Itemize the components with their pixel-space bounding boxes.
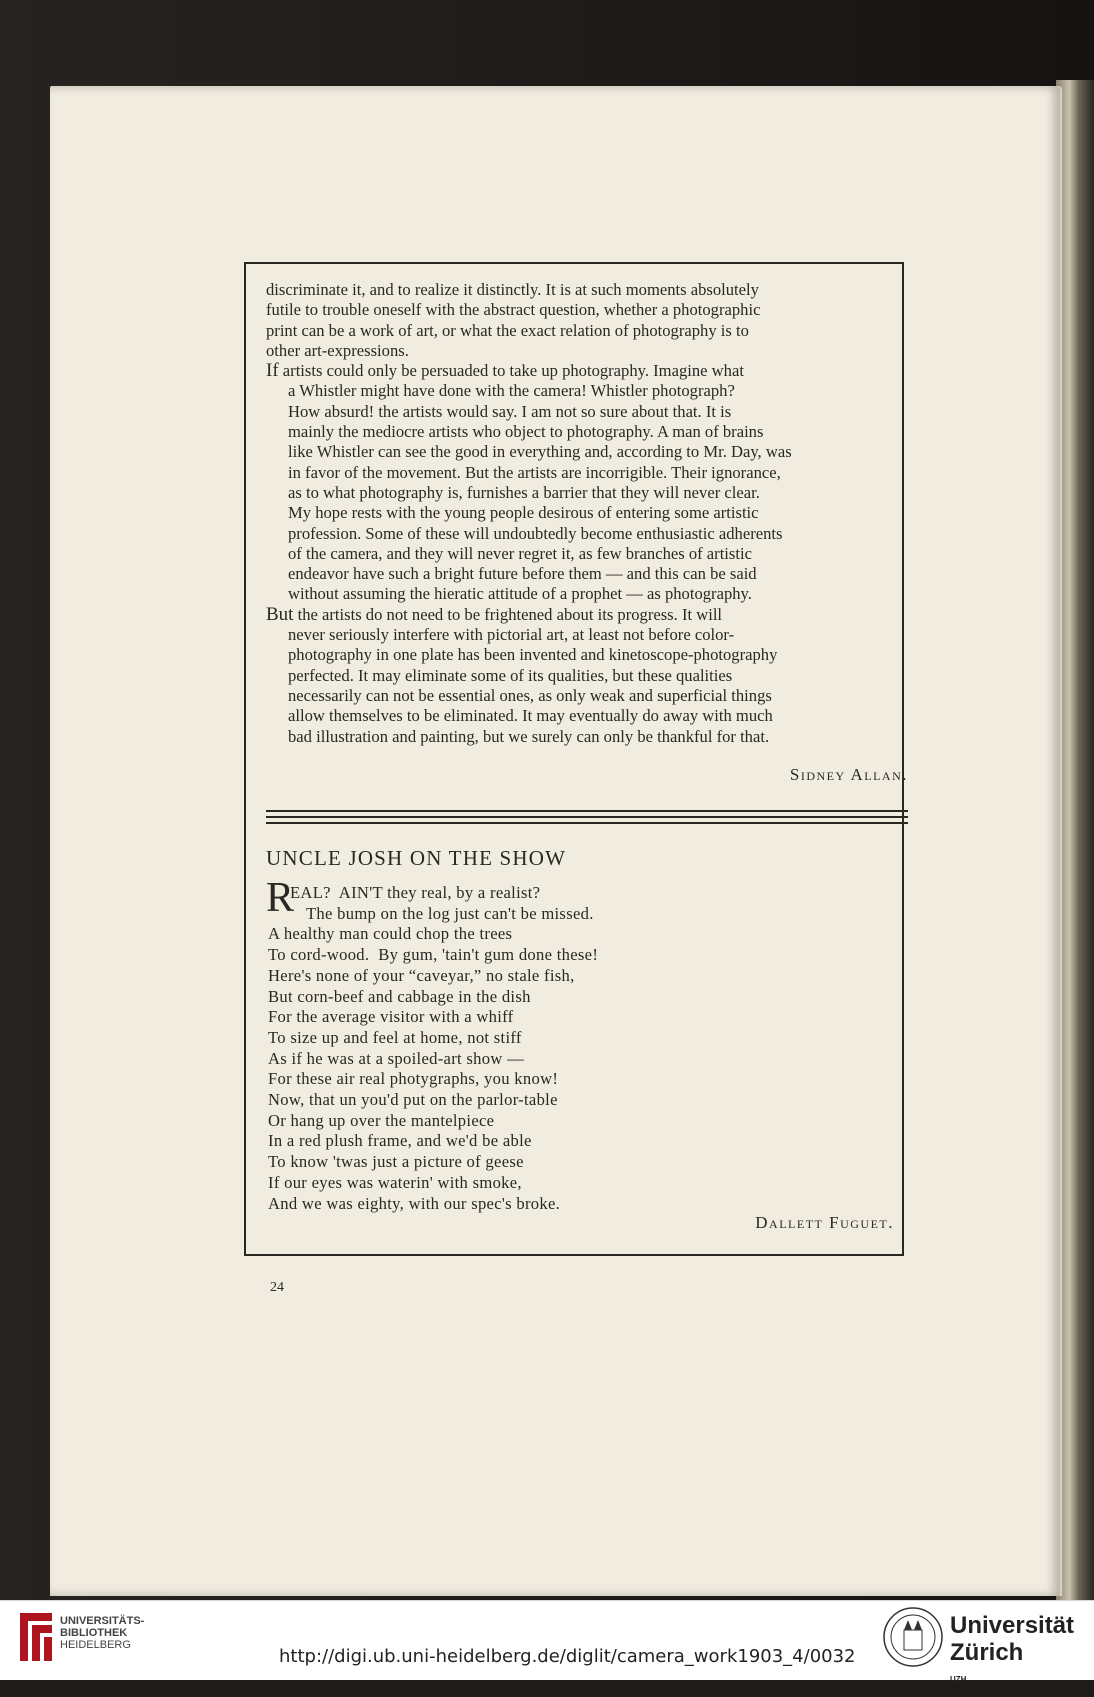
poem-line: Or hang up over the mantelpiece (268, 1110, 495, 1130)
poem-dropcap: R (266, 875, 295, 921)
text-line: photography in one plate has been invented and kinetoscope-photography (288, 645, 778, 665)
p2-lines (266, 381, 911, 604)
poem-line: And we was eighty, with our spec's broke. (268, 1193, 561, 1213)
text-line: perfected. It may eliminate some of its qualities, but these qualities (288, 665, 733, 685)
poem-line: To size up and feel at home, not stiff (268, 1027, 522, 1047)
p2-first-line (266, 361, 911, 381)
text-line: of the camera, and they will never regret it, as few branches of artistic (288, 543, 752, 563)
text-line: discriminate it, and to realize it distinctly. It is at such moments absolutely (266, 280, 759, 299)
text-line: in favor of the movement. But the artists are incorrigible. Their ignorance, (288, 462, 781, 482)
p3-initial: But (266, 603, 294, 625)
paragraph-3 (266, 605, 911, 747)
poem-line: As if he was at a spoiled-art show — (268, 1048, 524, 1068)
signature-sidney-allan: Sidney Allan. (789, 765, 908, 784)
text-line: profession. Some of these will undoubtedly become enthusiastic adherents (288, 523, 783, 543)
article-sidney-allan (266, 280, 911, 747)
poem-line: Here's none of your “caveyar,” no stale fish, (268, 965, 575, 985)
poem-line: Now, that un you'd put on the parlor-table (268, 1090, 558, 1110)
library-name-line-2: BIBLIOTHEK (60, 1627, 128, 1639)
poem-title: UNCLE JOSH ON THE SHOW (266, 846, 567, 870)
poem-body (268, 883, 598, 1214)
heidelberg-library-logo-icon (18, 1611, 54, 1663)
book-page-edge (1056, 80, 1094, 1600)
uzh-name-line-1: Universität (950, 1612, 1075, 1639)
text-line: print can be a work of art, or what the exact relation of photography is to (266, 320, 749, 340)
poem-line: For these air real photygraphs, you know! (268, 1069, 559, 1089)
p3-first-rest: the artists do not need to be frightened about its progress. It will (293, 604, 723, 624)
poem-line: In a red plush frame, and we'd be able (268, 1131, 532, 1151)
divider-rule-top (266, 810, 908, 812)
poem-line: For the average visitor with a whiff (268, 1007, 514, 1027)
p3-lines (266, 625, 911, 747)
text-line: other art-expressions. (266, 340, 409, 360)
text-line: as to what photography is, furnishes a barrier that they will never clear. (288, 482, 760, 502)
p2-initial: If (266, 360, 279, 382)
page-number: 24 (270, 1280, 284, 1295)
text-line: endeavor have such a bright future before them — and this can be said (288, 564, 757, 584)
poem-line: If our eyes was waterin' with smoke, (268, 1172, 522, 1192)
divider-rule-bottom (266, 822, 908, 824)
text-line: futile to trouble oneself with the abstract question, whether a photographic (266, 300, 761, 320)
paragraph-1 (266, 280, 911, 361)
text-line: like Whistler can see the good in everything and, according to Mr. Day, was (288, 442, 792, 462)
poem-line: EAL? AIN'T they real, by a realist? (290, 883, 541, 902)
library-name (60, 1615, 144, 1651)
poem-line: To cord-wood. By gum, 'tain't gum done these! (268, 945, 599, 965)
poem-line: To know 'twas just a picture of geese (268, 1152, 524, 1172)
text-line: never seriously interfere with pictorial art, at least not before color- (288, 625, 735, 645)
text-line: mainly the mediocre artists who object to photography. A man of brains (288, 422, 764, 442)
text-line: necessarily can not be essential ones, as only weak and superficial things (288, 685, 772, 705)
uzh-superscript: UZH (950, 1675, 967, 1684)
library-name-line-3: HEIDELBERG (60, 1639, 131, 1651)
uzh-name-line-2-wrap (950, 1639, 1074, 1697)
poem-line: But corn-beef and cabbage in the dish (268, 986, 531, 1006)
text-line: bad illustration and painting, but we surely can only be thankful for that. (288, 726, 770, 746)
uzh-name (950, 1612, 1074, 1697)
text-line: allow themselves to be eliminated. It may eventually do away with much (288, 706, 773, 726)
text-line: without assuming the hieratic attitude of a prophet — as photography. (288, 584, 752, 604)
text-line: My hope rests with the young people desirous of entering some artistic (288, 503, 759, 523)
p3-first-line (266, 605, 911, 625)
signature-dallett-fuguet: Dallett Fuguet. (755, 1213, 894, 1232)
p1-lines (266, 280, 911, 361)
poem-line: The bump on the log just can't be missed. (306, 903, 594, 923)
library-name-line-1: UNIVERSITÄTS- (60, 1615, 145, 1627)
p2-first-rest: artists could only be persuaded to take up photography. Imagine what (278, 361, 744, 381)
uzh-seal-icon (882, 1606, 944, 1668)
paragraph-2 (266, 361, 911, 605)
text-line: How absurd! the artists would say. I am not so sure about that. It is (288, 401, 732, 421)
source-url-link[interactable]: http://digi.ub.uni-heidelberg.de/diglit/camera_work1903_4/0032 (279, 1646, 856, 1667)
poem-line: A healthy man could chop the trees (268, 924, 513, 944)
text-line: a Whistler might have done with the camera! Whistler photograph? (288, 381, 735, 401)
uzh-name-line-2: Zürich (950, 1639, 1024, 1666)
divider-rule-middle (266, 816, 908, 818)
